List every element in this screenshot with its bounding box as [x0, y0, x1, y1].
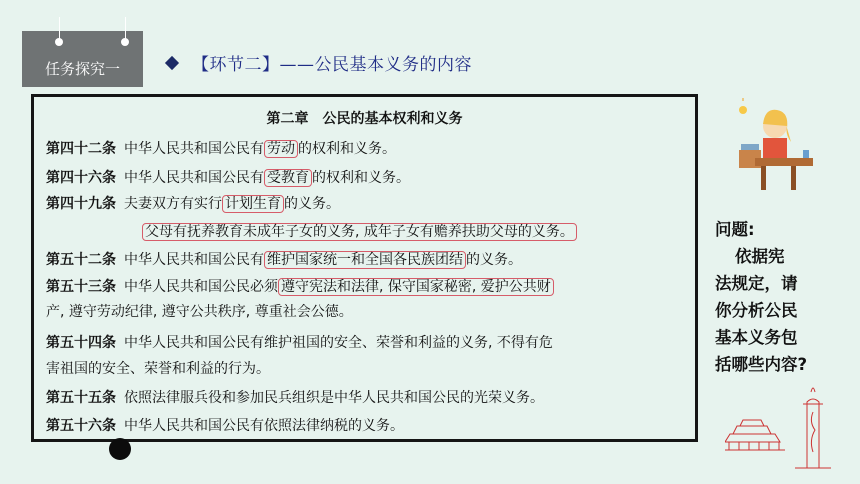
constitution-panel	[31, 94, 698, 442]
section-header	[167, 50, 472, 75]
question-text: 你分析公民	[715, 301, 798, 320]
article-line	[46, 301, 353, 321]
highlight-text: 维护国家统一和全国各民族团结	[264, 251, 466, 269]
article-text: 夫妻双方有实行	[124, 196, 222, 212]
article-number: 第四十九条	[46, 196, 116, 212]
highlight-text: 父母有抚养教育未成年子女的义务, 成年子女有赡养扶助父母的义务。	[142, 223, 577, 241]
article-text: 产, 遵守劳动纪律, 遵守公共秩序, 尊重社会公德。	[46, 304, 353, 320]
highlight-text: 受教育	[264, 169, 312, 187]
article-text: 中华人民共和国公民有维护祖国的安全、荣誉和利益的义务, 不得有危	[124, 335, 553, 351]
decorative-dot	[109, 438, 131, 460]
article-text: 的权利和义务。	[312, 170, 410, 186]
article-number: 第四十二条	[46, 141, 116, 157]
section-tag	[22, 31, 143, 87]
article-text: 中华人民共和国公民有	[124, 170, 264, 186]
question-box	[715, 216, 850, 378]
article-line	[46, 249, 522, 269]
article-text: 害祖国的安全、荣誉和利益的行为。	[46, 361, 270, 377]
question-text: 法规定，请	[715, 274, 798, 293]
article-text: 中华人民共和国公民有	[124, 252, 264, 268]
article-text: 的权利和义务。	[298, 141, 396, 157]
diamond-bullet-icon	[165, 55, 179, 69]
article-line	[46, 415, 404, 435]
pin-dot	[55, 38, 63, 46]
article-number: 第五十六条	[46, 418, 116, 434]
question-label: 问题:	[715, 220, 755, 239]
article-line	[46, 358, 270, 378]
article-line	[46, 193, 340, 213]
article-number: 第五十三条	[46, 279, 116, 295]
article-number: 第四十六条	[46, 170, 116, 186]
article-text: 中华人民共和国公民必须	[124, 279, 278, 295]
article-line	[46, 387, 544, 407]
pin-line	[125, 17, 126, 39]
highlight-text: 遵守宪法和法律, 保守国家秘密, 爱护公共财	[278, 278, 554, 296]
chapter-heading: 第二章 公民的基本权利和义务	[266, 111, 463, 127]
article-text: 依照法律服兵役和参加民兵组织是中华人民共和国公民的光荣义务。	[124, 390, 544, 406]
article-text: 中华人民共和国公民有	[124, 141, 264, 157]
tag-label: 任务探究一	[44, 60, 120, 78]
question-text: 基本义务包	[715, 328, 798, 347]
highlight-text: 计划生育	[222, 195, 284, 213]
girl-reading-illustration	[735, 98, 813, 190]
article-number: 第五十五条	[46, 390, 116, 406]
pin-dot	[121, 38, 129, 46]
article-line	[46, 276, 554, 296]
question-text: 依据宪	[735, 247, 785, 266]
tiananmen-monument-illustration	[725, 382, 845, 470]
article-number: 第五十二条	[46, 252, 116, 268]
article-text: 的义务。	[284, 196, 340, 212]
article-line	[46, 332, 553, 352]
article-text: 中华人民共和国公民有依照法律纳税的义务。	[124, 418, 404, 434]
article-line	[46, 167, 410, 187]
article-number: 第五十四条	[46, 335, 116, 351]
article-text: 的义务。	[466, 252, 522, 268]
article-line	[46, 138, 396, 158]
page-title: 【环节二】——公民基本义务的内容	[192, 55, 472, 75]
article-line	[142, 221, 577, 241]
pin-line	[59, 17, 60, 39]
highlight-text: 劳动	[264, 140, 298, 158]
question-text: 括哪些内容?	[715, 355, 808, 374]
